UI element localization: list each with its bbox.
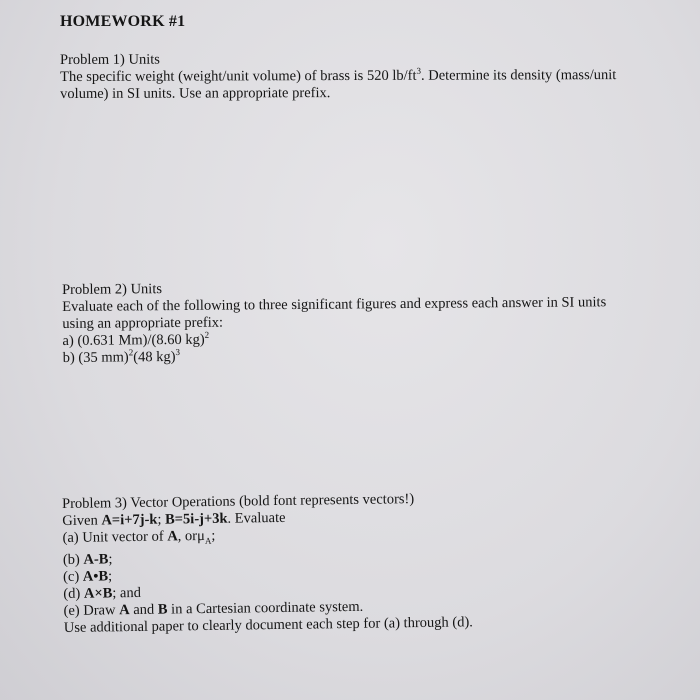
problem-2-part-a: a) (0.631 Mm)/(8.60 kg)$^2$ [62,329,210,349]
problem-3-part-d: (d) A×B; and [63,584,142,602]
problem-1 [60,50,670,103]
problem-3-part-b: (b) A-B; [62,551,113,568]
page-title: HOMEWORK #1 [60,13,186,30]
problem-3-part-a: (a) Unit vector of A, orμ$_A$; [62,527,216,546]
problem-3-given: Given A=i+7j-k; B=5i-j+3k. Evaluate [62,509,286,529]
problem-1-line-2: volume) in SI units. Use an appropriate prefix. [60,85,331,102]
problem-3-footer: Use additional paper to clearly document each step for (a) through (d). [63,614,473,636]
problem-1-line-1: The specific weight (weight/unit volume) of brass is 520 $lb/ft^3$. Determine its density (mass/unit [60,65,617,85]
problem-2-line-1: Evaluate each of the following to three significant figures and express each answer in SI units [62,294,607,315]
problem-2-heading: Problem 2) Units [62,281,163,298]
problem-1-heading: Problem 1) Units [60,51,160,68]
problem-2-part-b: b) (35 mm)$^2$(48 kg)$^3$ [62,346,181,366]
problem-2-line-2: using an appropriate prefix: [62,314,224,332]
problem-3-part-c: (c) A•B; [63,568,113,585]
problem-3-heading: Problem 3) Vector Operations (bold font represents vectors!) [62,491,415,512]
problem-2 [62,277,673,367]
problem-3 [62,487,674,636]
problem-3-part-e: (e) Draw A and B in a Cartesian coordinate system. [63,598,364,619]
